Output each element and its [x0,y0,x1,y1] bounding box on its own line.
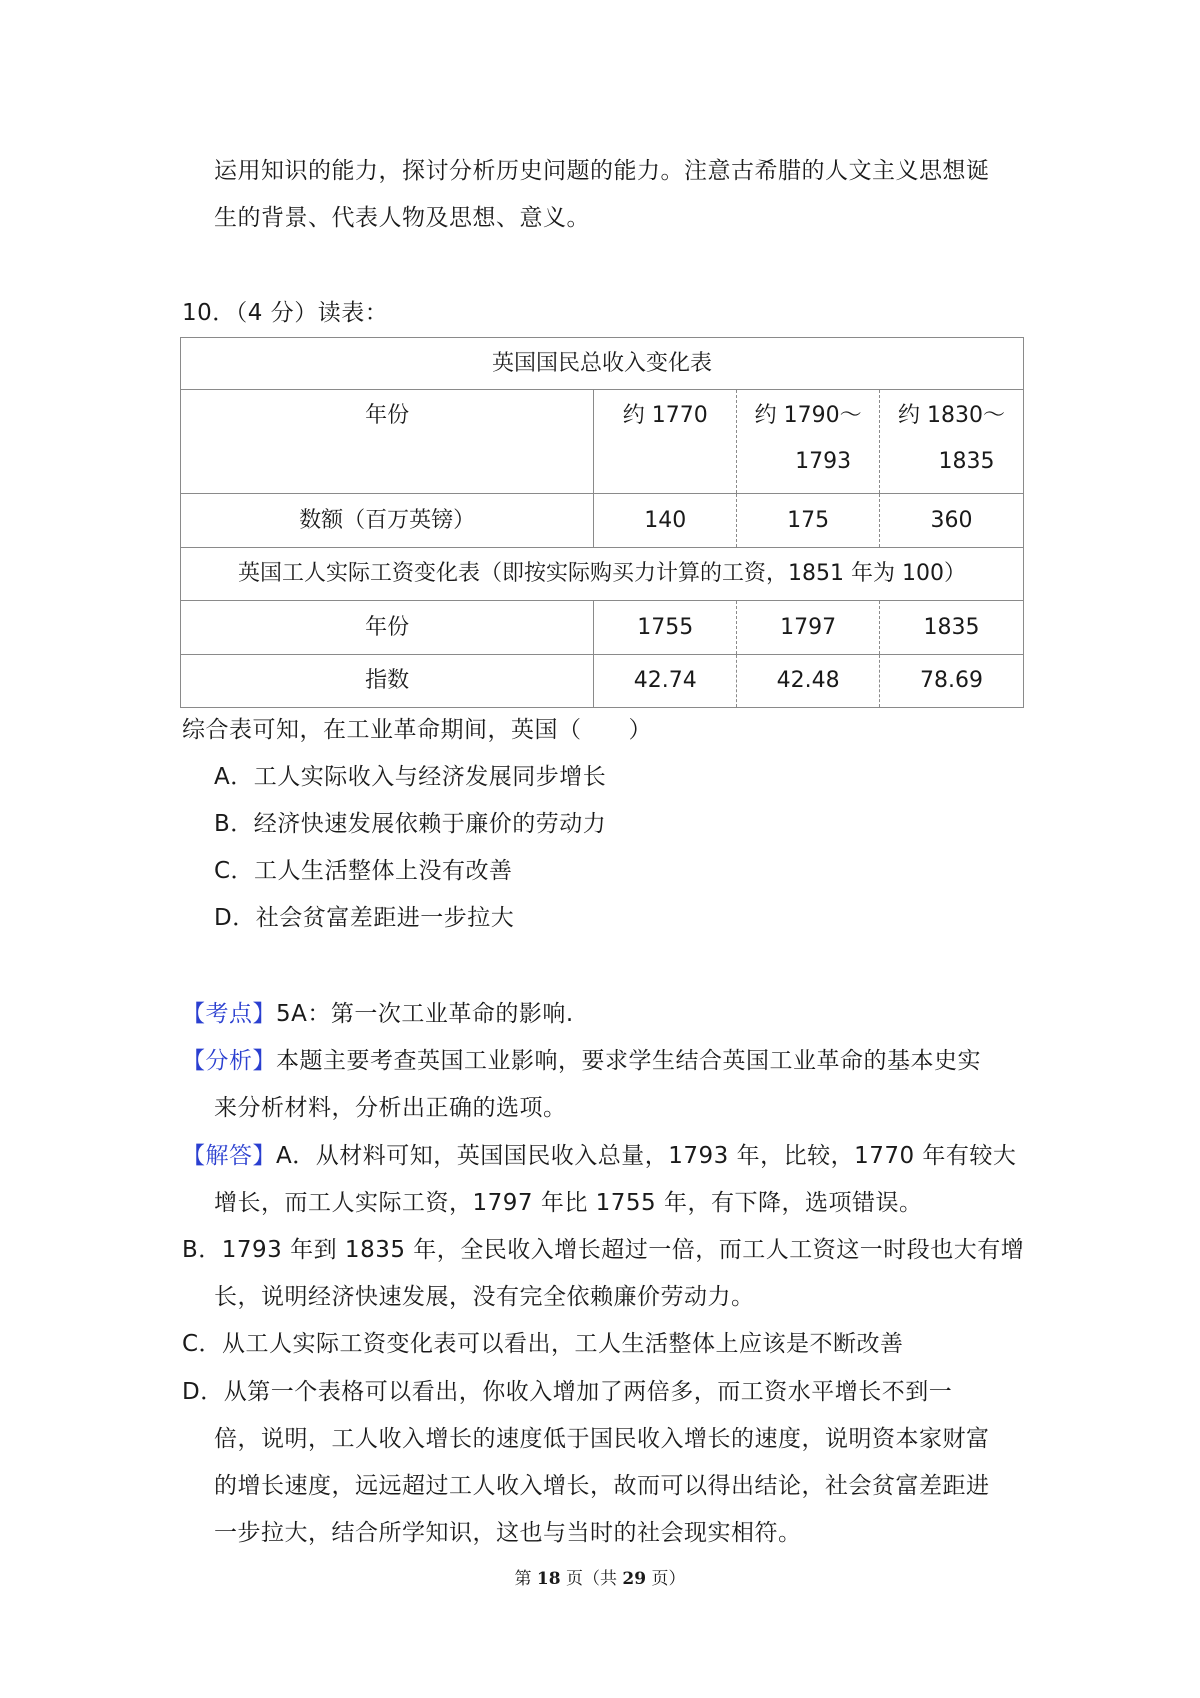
table-cell: 1755 [594,601,737,655]
table-cell-line: 1793 [795,449,852,474]
page-total: 29 [622,1569,647,1589]
kaodian-text: 5A：第一次工业革命的影响. [276,1001,574,1027]
footer-text: 第 [514,1569,537,1589]
table-cell: 175 [737,494,880,548]
page-number: 18 [536,1569,561,1589]
table-cell: 78.69 [880,655,1024,708]
option-c: C．工人生活整体上没有改善 [214,858,513,884]
jieda-line [182,1139,1016,1173]
body-text-line: 生的背景、代表人物及思想、意义。 [214,205,590,231]
data-table [180,337,1024,708]
table-header-year: 年份 [181,390,594,494]
kaodian-tag: 【考点】 [182,1001,276,1027]
table-cell-line: 约 1830～ [898,403,1006,428]
jieda-tag: 【解答】 [182,1143,276,1169]
fenxi-line [182,1044,981,1078]
table-row-label: 指数 [181,655,594,708]
footer-text: 页） [646,1569,686,1589]
table-cell: 42.74 [594,655,737,708]
table-row-label: 数额（百万英镑） [181,494,594,548]
table-cell: 360 [880,494,1024,548]
answer-d-text: 一步拉大，结合所学知识，这也与当时的社会现实相符。 [214,1520,802,1546]
fenxi-text: 来分析材料，分析出正确的选项。 [214,1095,567,1121]
question-prompt: 综合表可知，在工业革命期间，英国（ ） [182,717,652,743]
body-text-line: 运用知识的能力，探讨分析历史问题的能力。注意古希腊的人文主义思想诞 [214,158,990,184]
table-cell [880,390,1024,494]
answer-d-text: 倍，说明，工人收入增长的速度低于国民收入增长的速度，说明资本家财富 [214,1426,990,1452]
jieda-text: A．从材料可知，英国国民收入总量，1793 年，比较，1770 年有较大 [276,1143,1017,1169]
footer-text: 页（共 [560,1569,623,1589]
question-stem: 10．（4 分）读表： [182,300,389,326]
jieda-text: 增长，而工人实际工资，1797 年比 1755 年，有下降，选项错误。 [214,1190,923,1216]
option-a: A．工人实际收入与经济发展同步增长 [214,764,607,790]
answer-c-text: C．从工人实际工资变化表可以看出，工人生活整体上应该是不断改善 [182,1331,904,1357]
table-cell [737,390,880,494]
table-cell: 42.48 [737,655,880,708]
fenxi-text: 本题主要考查英国工业影响，要求学生结合英国工业革命的基本史实 [276,1048,981,1074]
page-footer [0,1564,1200,1589]
table-cell: 1797 [737,601,880,655]
answer-b-text: 长，说明经济快速发展，没有完全依赖廉价劳动力。 [214,1284,755,1310]
table-cell: 140 [594,494,737,548]
answer-b-text: B．1793 年到 1835 年，全民收入增长超过一倍，而工人工资这一时段也大有增 [182,1237,1025,1263]
table-title-income: 英国国民总收入变化表 [181,338,1024,390]
fenxi-tag: 【分析】 [182,1048,276,1074]
table-cell-line: 1835 [938,449,995,474]
table-header-year: 年份 [181,601,594,655]
table-title-wage: 英国工人实际工资变化表（即按实际购买力计算的工资，1851 年为 100） [181,548,1024,601]
option-b: B．经济快速发展依赖于廉价的劳动力 [214,811,607,837]
table-cell: 1835 [880,601,1024,655]
answer-d-text: 的增长速度，远远超过工人收入增长，故而可以得出结论，社会贫富差距进 [214,1473,990,1499]
table-cell: 约 1770 [594,390,737,494]
answer-d-text: D．从第一个表格可以看出，你收入增加了两倍多，而工资水平增长不到一 [182,1379,953,1405]
table-cell-line: 约 1790～ [754,403,862,428]
kaodian-line [182,997,574,1031]
option-d: D．社会贫富差距进一步拉大 [214,905,515,931]
